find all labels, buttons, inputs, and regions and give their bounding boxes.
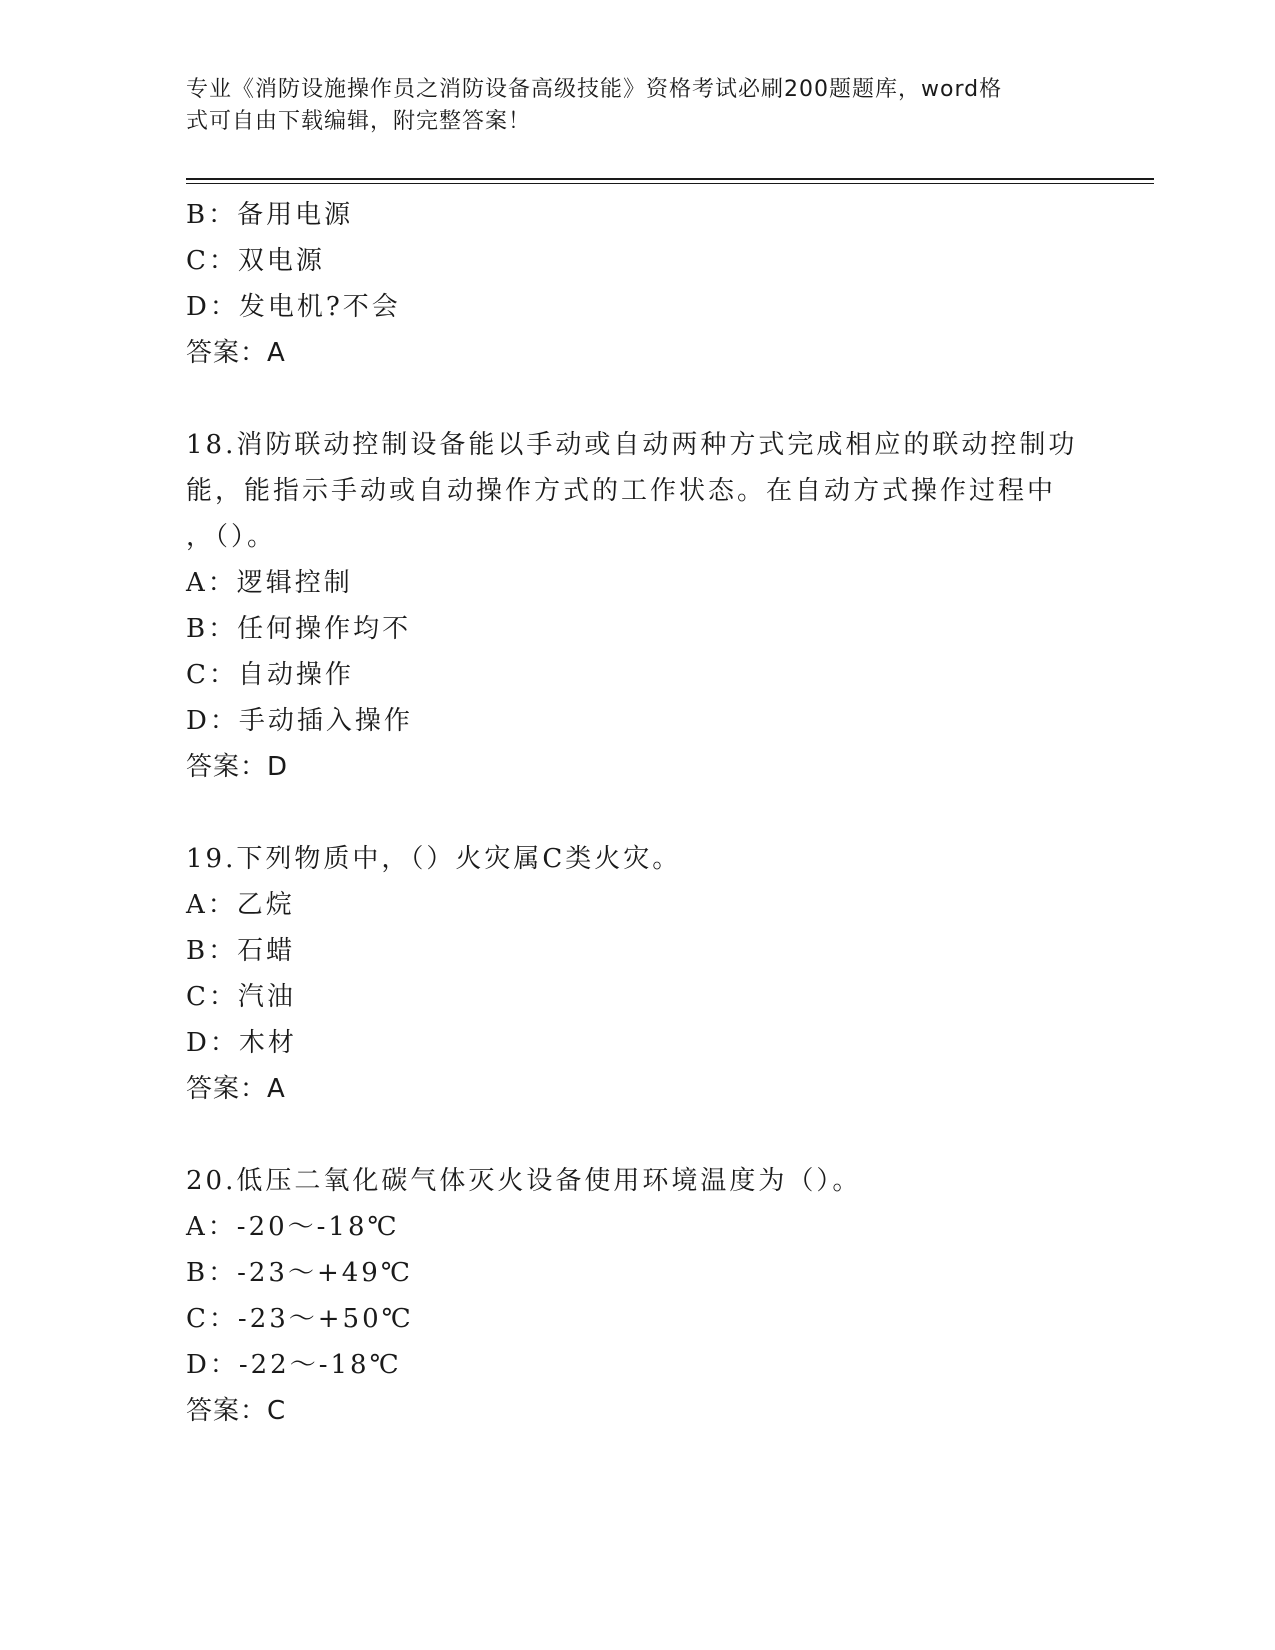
option-c — [186, 652, 1086, 698]
spacer — [186, 790, 1086, 836]
answer-line: 答案：A — [186, 1074, 286, 1104]
option-a — [186, 560, 1086, 606]
option-b — [186, 606, 1086, 652]
option-label: C： — [186, 982, 238, 1012]
option-d — [186, 1342, 1086, 1388]
spacer — [186, 376, 1086, 422]
option-c — [186, 974, 1086, 1020]
option-text: -23～+49℃ — [237, 1258, 413, 1288]
answer-line: 答案：C — [186, 1396, 287, 1426]
option-text: 逻辑控制 — [236, 568, 353, 598]
option-text: 任何操作均不 — [237, 614, 412, 644]
question-18 — [186, 422, 1086, 790]
option-b — [186, 928, 1086, 974]
header-note — [186, 74, 1086, 138]
option-text: 汽油 — [237, 982, 296, 1012]
option-label: A： — [186, 1212, 237, 1242]
question-stem: 20.低压二氧化碳气体灭火设备使用环境温度为（）。 — [186, 1166, 862, 1196]
option-label: C： — [186, 246, 238, 276]
option-b — [186, 1250, 1086, 1296]
question-20 — [186, 1158, 1086, 1434]
option-text: 乙烷 — [236, 890, 295, 920]
question-17-tail — [186, 192, 1086, 376]
option-label: A： — [186, 890, 237, 920]
option-text: -22～-18℃ — [238, 1350, 402, 1380]
question-stem-line-3: ，（）。 — [186, 522, 277, 552]
option-a — [186, 1204, 1086, 1250]
option-label: B： — [186, 614, 238, 644]
option-c — [186, 238, 1086, 284]
option-label: B： — [186, 200, 238, 230]
option-text: 石蜡 — [237, 936, 296, 966]
header-divider-thick — [186, 178, 1154, 180]
option-text: 双电源 — [237, 246, 325, 276]
option-text: 自动操作 — [237, 660, 354, 690]
option-text: -23～+50℃ — [237, 1304, 414, 1334]
option-d — [186, 1020, 1086, 1066]
spacer — [186, 1112, 1086, 1158]
header-note-line-2: 式可自由下载编辑，附完整答案！ — [186, 109, 532, 134]
option-text: 备用电源 — [237, 200, 354, 230]
question-19 — [186, 836, 1086, 1112]
option-d — [186, 284, 1086, 330]
option-label: D： — [186, 1350, 239, 1380]
question-stem: 19.下列物质中，（）火灾属C类火灾。 — [186, 844, 682, 874]
option-text: 发电机?不会 — [238, 292, 401, 322]
question-stem-line-2: 能，能指示手动或自动操作方式的工作状态。在自动方式操作过程中 — [186, 476, 1057, 506]
option-label: D： — [186, 706, 239, 736]
option-text: -20～-18℃ — [236, 1212, 400, 1242]
option-label: C： — [186, 660, 238, 690]
question-stem-line-1: 18.消防联动控制设备能以手动或自动两种方式完成相应的联动控制功 — [186, 430, 1078, 460]
option-text: 手动插入操作 — [238, 706, 413, 736]
option-label: A： — [186, 568, 237, 598]
option-b — [186, 192, 1086, 238]
answer-line: 答案：D — [186, 752, 289, 782]
header-divider-thin — [186, 183, 1154, 184]
option-label: B： — [186, 936, 238, 966]
option-d — [186, 698, 1086, 744]
option-text: 木材 — [238, 1028, 297, 1058]
question-list — [186, 192, 1086, 1434]
option-label: B： — [186, 1258, 238, 1288]
header-note-line-1: 专业《消防设施操作员之消防设备高级技能》资格考试必刷200题题库，word格 — [186, 77, 1003, 102]
option-label: D： — [186, 292, 239, 322]
option-label: C： — [186, 1304, 238, 1334]
option-c — [186, 1296, 1086, 1342]
option-a — [186, 882, 1086, 928]
answer-line: 答案：A — [186, 338, 286, 368]
option-label: D： — [186, 1028, 239, 1058]
